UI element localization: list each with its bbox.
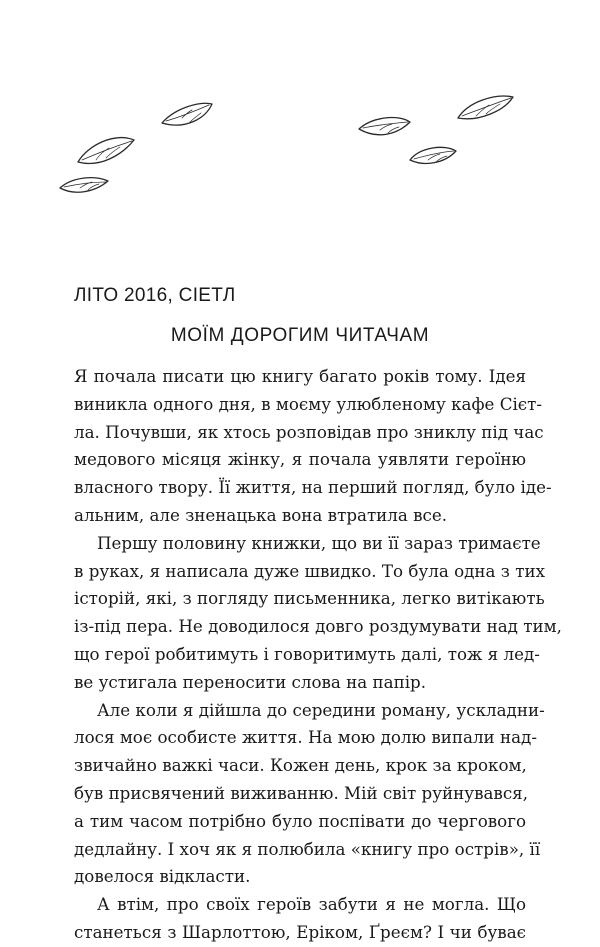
body-line: виникла одного дня, в моєму улюбленому кафе Сієт- bbox=[74, 393, 543, 414]
body-line: станеться з Шарлоттою, Еріком, Ґреєм? І чи буває bbox=[74, 921, 526, 942]
petal-1 bbox=[162, 103, 212, 125]
body-line: А втім, про своїх героїв забути я не могла. Що bbox=[97, 894, 526, 915]
place-date: ЛІТО 2016, СІЕТЛ bbox=[74, 285, 236, 306]
body-line: що герої робитимуть і говоритимуть далі, тож я лед- bbox=[74, 643, 540, 664]
petals-illustration bbox=[0, 0, 600, 250]
petal-3 bbox=[60, 178, 108, 193]
petal-2 bbox=[78, 138, 134, 164]
body-line: був присвячений виживанню. Мій світ руйнувався, bbox=[74, 782, 529, 803]
body-line: із-під пера. Не доводилося довго роздумувати над тим, bbox=[74, 616, 562, 637]
body-line: Я почала писати цю книгу багато років тому. Ідея bbox=[74, 366, 526, 386]
body-line: Але коли я дійшла до середини роману, ускладни- bbox=[97, 699, 545, 720]
body-line: Першу половину книжки, що ви її зараз тримаєте bbox=[97, 532, 541, 553]
letter-title: МОЇМ ДОРОГИМ ЧИТАЧАМ bbox=[170, 325, 430, 346]
body-line: довелося відкласти. bbox=[74, 866, 251, 887]
body-line: історій, які, з погляду письменника, легко витікають bbox=[74, 588, 545, 609]
body-line: ве устигала переносити слова на папір. bbox=[74, 671, 427, 692]
body-line: в руках, я написала дуже швидко. То була одна з тих bbox=[74, 560, 545, 581]
body-line: дедлайну. І хоч як я полюбила «книгу про острів», її bbox=[74, 838, 541, 859]
petal-5 bbox=[458, 96, 513, 119]
body-line: лося моє особисте життя. На мою долю випали над- bbox=[74, 727, 537, 748]
body-line: медового місяця жінку, я почала уявляти героїню bbox=[74, 449, 526, 470]
petal-6 bbox=[410, 147, 456, 163]
body-line: ла. Почувши, як хтось розповідав про зниклу під час bbox=[74, 421, 544, 442]
body-line: звичайно важкі часи. Кожен день, крок за кроком, bbox=[74, 755, 527, 776]
body-line: а тим часом потрібно було поспівати до чергового bbox=[74, 810, 526, 831]
body-line: власного твору. Її життя, на перший погляд, було іде- bbox=[74, 477, 552, 498]
letter-body bbox=[74, 363, 562, 947]
body-line: альним, але зненацька вона втратила все. bbox=[74, 504, 448, 525]
petal-4 bbox=[359, 118, 410, 135]
